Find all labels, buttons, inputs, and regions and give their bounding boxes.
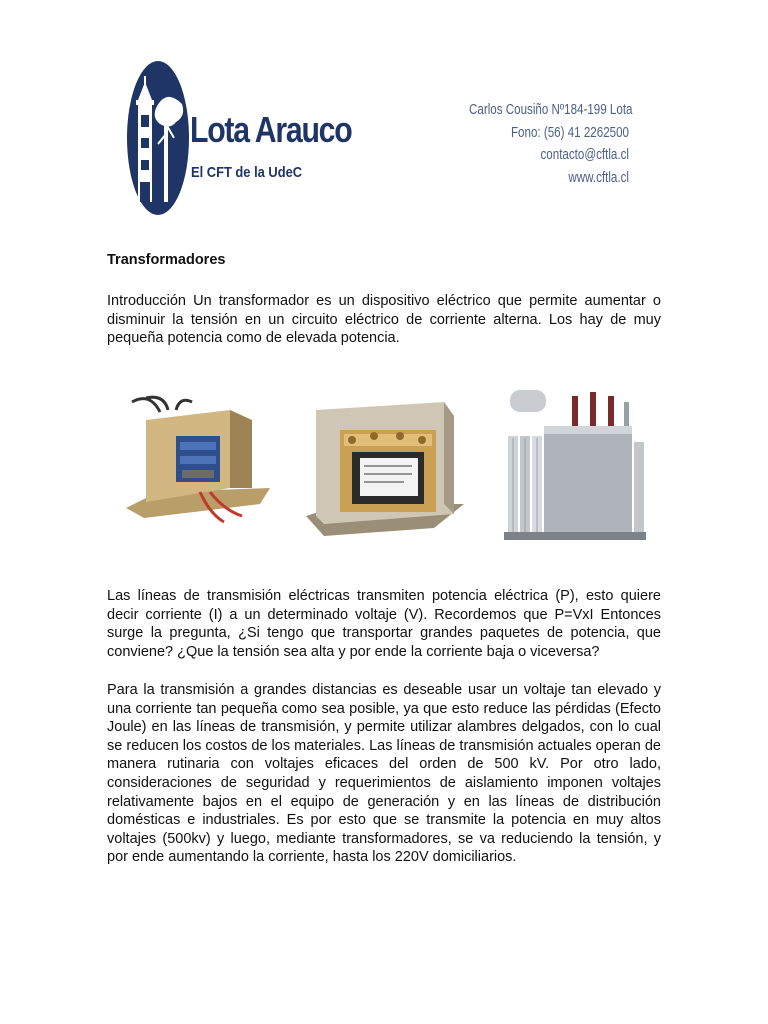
contact-info [429,99,633,189]
brand-subtitle: El CFT de la UdeC [191,164,303,181]
lota-tower-logo-icon [126,60,190,216]
paragraph-transmission: Las líneas de transmisión eléctricas transmiten potencia eléctrica (P), esto quiere decir corriente (I) a un determinado voltaje (V). Recordemos que P=VxI Entonces surge la pregunta, ¿Si tengo que transportar grandes paquetes de potencia, que conviene? ¿Que la tensión sea alta y por ende la corriente baja o viceversa? [107,588,661,660]
brand-name: Lota Arauco [190,109,352,150]
small-transformer-photo [120,392,270,532]
contact-address: Carlos Cousiño Nº184-199 Lota [469,102,633,118]
contact-phone: Fono: (56) 41 2262500 [510,124,629,141]
medium-transformer-photo [304,396,464,546]
document-title: Transformadores [107,252,226,268]
contact-email[interactable]: contacto@cftla.cl [540,147,629,163]
paragraph-high-voltage: Para la transmisión a grandes distancias es deseable usar un voltaje tan elevado y una corriente tan pequeña como sea posible, ya que esto reduce las pérdidas (Efecto Joule) en las líneas de transmisión, y permite utilizar alambres delgados, con lo cual se reducen los costos de los materiales. Las líneas de transmisión actuales operan de manera rutinaria con voltajes eficaces del orden de 500 kV. Por otro lado, consideraciones de seguridad y requerimientos de aislamiento imponen voltajes relativamente bajos en el equipo de generación y en las líneas de distribución domésticas e industriales. Es por esto que se transmite la potencia en muy altos voltajes (500kv) y luego, mediante transformadores, se va reduciendo la tensión, y por ende aumentando la corriente, hasta los 220V domiciliarios. [107,682,661,866]
contact-website[interactable]: www.cftla.cl [568,169,629,186]
paragraph-intro: Introducción Un transformador es un dispositivo eléctrico que permite aumentar o disminuir la tensión en un circuito eléctrico de corriente alterna. Los hay de muy pequeña potencia como de elevada potencia. [107,293,661,347]
power-transformer-photo [500,382,650,546]
